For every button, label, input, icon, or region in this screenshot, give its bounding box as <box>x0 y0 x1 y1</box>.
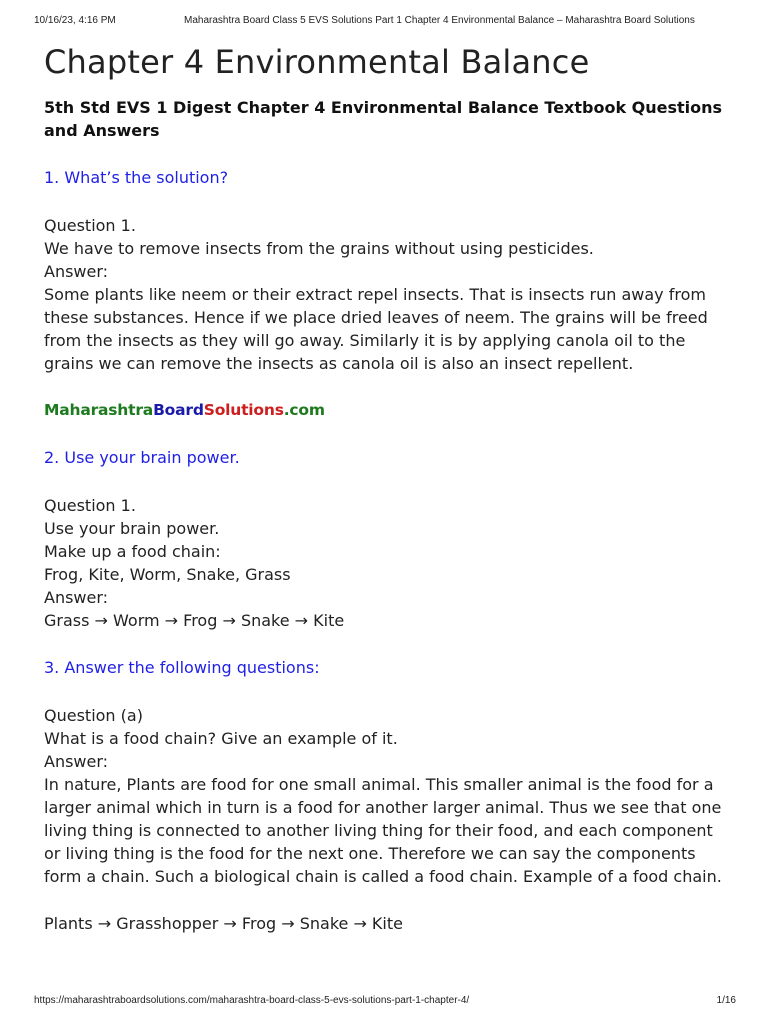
question-label: Question 1. <box>44 216 136 235</box>
answer-text: In nature, Plants are food for one small animal. This smaller animal is the food for a larger animal which in turn is a food for another larger animal. Thus we see that one living thing is connected to another living thing for their food, and each component or living thing is the food for the next one. Therefore we can say the components form a chain. Such a biological chain is called a food chain. Example of a food chain. <box>44 775 722 886</box>
answer-label: Answer: <box>44 588 109 607</box>
print-header <box>34 15 734 29</box>
page-url: https://maharashtraboardsolutions.com/maharashtra-board-class-5-evs-solutions-part-1-chapter-4/ <box>34 995 470 1006</box>
section-heading-brain-power: 2. Use your brain power. <box>44 448 240 467</box>
page-title: Chapter 4 Environmental Balance <box>44 43 590 81</box>
answer-text: Grass → Worm → Frog → Snake → Kite <box>44 611 345 630</box>
answer-text: Some plants like neem or their extract repel insects. That is insects run away from these substances. Hence if we place dried leaves of neem. The grains will be freed from the insects as they will go away. Similarly it is by applying canola oil to the grains we can remove the insects as canola oil is also an insect repellent. <box>44 285 708 373</box>
brand-part-board: Board <box>153 401 204 419</box>
brand-part-com: .com <box>283 401 325 419</box>
question-text: Frog, Kite, Worm, Snake, Grass <box>44 565 291 584</box>
article-content <box>44 40 734 935</box>
page-number: 1/16 <box>716 995 736 1006</box>
food-chain-example: Plants → Grasshopper → Frog → Snake → Kite <box>44 914 403 933</box>
print-date: 10/16/23, 4:16 PM <box>34 15 116 26</box>
question-text: Use your brain power. <box>44 519 220 538</box>
question-label: Question (a) <box>44 706 143 725</box>
answer-label: Answer: <box>44 752 109 771</box>
brand-part-maharashtra: Maharashtra <box>44 401 154 419</box>
question-text: We have to remove insects from the grains without using pesticides. <box>44 239 594 258</box>
brand-part-solutions: Solutions <box>203 401 284 419</box>
question-label: Question 1. <box>44 496 136 515</box>
answer-label: Answer: <box>44 262 109 281</box>
print-document-title: Maharashtra Board Class 5 EVS Solutions Part 1 Chapter 4 Environmental Balance – Maharashtra Board Solutions <box>184 15 695 26</box>
site-brand-logo[interactable] <box>44 399 734 422</box>
section-heading-solution: 1. What’s the solution? <box>44 168 229 187</box>
article-subtitle: 5th Std EVS 1 Digest Chapter 4 Environmental Balance Textbook Questions and Answers <box>44 98 723 140</box>
question-text: Make up a food chain: <box>44 542 221 561</box>
question-text: What is a food chain? Give an example of it. <box>44 729 398 748</box>
section-heading-answer-questions: 3. Answer the following questions: <box>44 658 320 677</box>
print-footer <box>34 995 736 1009</box>
